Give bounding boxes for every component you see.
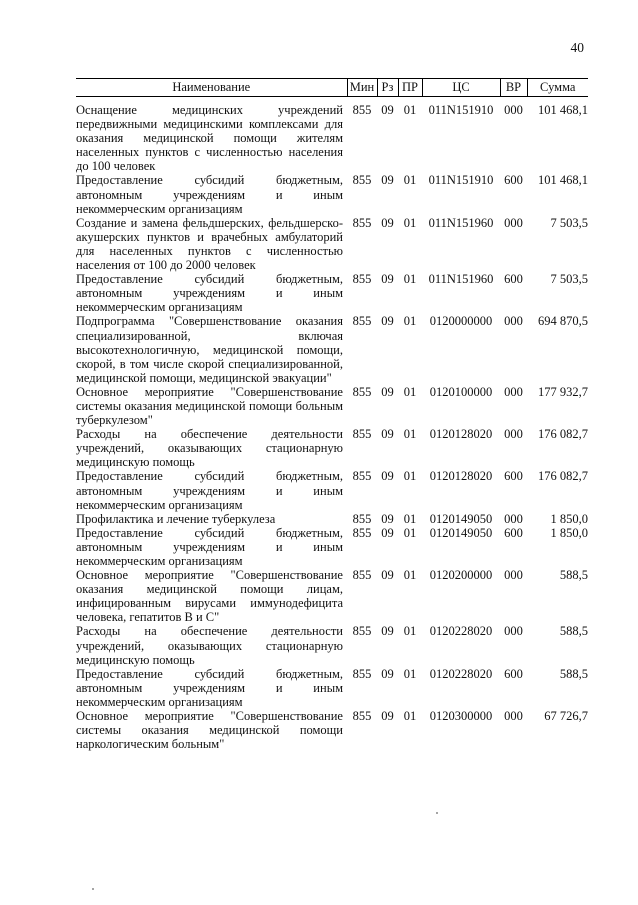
cell-min: 855	[352, 272, 372, 287]
cell-name: Предоставление субсидий бюджетным, автономным учреждениям и иным некоммерческим организациям	[76, 525, 343, 568]
cell-vr: 000	[504, 511, 523, 526]
cell-name: Основное мероприятие "Совершенствование оказания медицинской помощи лицам, инфицированным вирусами иммунодефицита человека, гепатитов В и С"	[76, 568, 343, 625]
table-row	[76, 272, 588, 314]
budget-table	[76, 78, 588, 751]
cell-cs: 0120128020	[429, 427, 493, 442]
cell-name: Основное мероприятие "Совершенствование системы оказания медицинской помощи наркологическим больным"	[76, 709, 343, 752]
header-rz: Рз	[377, 79, 398, 97]
cell-rz: 09	[381, 173, 394, 188]
cell-sum: 177 932,7	[538, 384, 588, 399]
cell-vr: 600	[504, 173, 523, 188]
cell-min: 855	[352, 314, 372, 329]
cell-vr: 000	[504, 314, 523, 329]
table-row	[76, 173, 588, 215]
cell-cs: 0120200000	[429, 568, 493, 583]
cell-sum: 588,5	[559, 666, 588, 681]
cell-pr: 01	[403, 525, 417, 540]
cell-cs: 011N151960	[428, 272, 494, 287]
cell-name: Профилактика и лечение туберкулеза	[76, 511, 276, 526]
scan-speck	[92, 888, 94, 890]
cell-min: 855	[352, 469, 372, 484]
cell-min: 855	[352, 427, 372, 442]
cell-sum: 176 082,7	[538, 469, 588, 484]
cell-vr: 000	[504, 103, 523, 117]
cell-name: Основное мероприятие "Совершенствование системы оказания медицинской помощи больным туберкулезом"	[76, 384, 343, 428]
cell-rz: 09	[381, 272, 394, 287]
cell-cs: 011N151910	[428, 173, 494, 188]
cell-vr: 000	[504, 568, 523, 583]
cell-pr: 01	[403, 384, 417, 399]
cell-rz: 09	[381, 215, 394, 230]
table-row	[76, 624, 588, 666]
table-row	[76, 568, 588, 624]
cell-cs: 0120228020	[429, 624, 493, 639]
cell-pr: 01	[403, 709, 417, 724]
cell-rz: 09	[381, 427, 394, 442]
cell-rz: 09	[381, 709, 394, 724]
table-row	[76, 216, 588, 272]
cell-sum: 7 503,5	[550, 215, 588, 230]
cell-rz: 09	[381, 525, 394, 540]
cell-cs: 011N151910	[428, 103, 494, 117]
cell-name: Подпрограмма "Совершенствование оказания специализированной, включая высокотехнологичную, медицинской помощи, скорой, в том числе скорой специализированной, медицинской помощи, медицинской эвакуации"	[76, 314, 343, 385]
header-pr: ПР	[398, 79, 422, 97]
cell-pr: 01	[403, 215, 417, 230]
scan-speck	[436, 812, 438, 814]
cell-cs: 0120228020	[429, 666, 493, 681]
cell-min: 855	[352, 103, 372, 117]
cell-pr: 01	[403, 173, 417, 188]
cell-cs: 0120149050	[429, 511, 493, 526]
cell-rz: 09	[381, 103, 394, 117]
cell-sum: 176 082,7	[538, 427, 588, 442]
cell-name: Создание и замена фельдшерских, фельдшерско-акушерских пунктов и врачебных амбулаторий для населенных пунктов с численностью населения от 100 до 2000 человек	[76, 215, 343, 273]
table-row	[76, 469, 588, 511]
cell-vr: 600	[504, 469, 523, 484]
cell-rz: 09	[381, 624, 394, 639]
cell-cs: 0120000000	[429, 314, 493, 329]
table-row	[76, 385, 588, 427]
cell-pr: 01	[403, 427, 417, 442]
cell-name: Предоставление субсидий бюджетным, автономным учреждениям и иным некоммерческим организациям	[76, 469, 343, 512]
cell-cs: 0120100000	[429, 384, 493, 399]
header-cs: ЦС	[422, 79, 500, 97]
header-min: Мин	[347, 79, 377, 97]
cell-pr: 01	[403, 469, 417, 484]
header-name: Наименование	[76, 79, 347, 97]
cell-pr: 01	[403, 624, 417, 639]
cell-name: Оснащение медицинских учреждений передвижными медицинскими комплексами для оказания медицинской помощи жителям населенных пунктов с численностью населения до 100 человек	[76, 103, 343, 174]
cell-pr: 01	[403, 103, 417, 117]
table-row	[76, 709, 588, 751]
table-row	[76, 314, 588, 384]
cell-min: 855	[352, 511, 372, 526]
table-row	[76, 427, 588, 469]
header-vr: ВР	[500, 79, 527, 97]
cell-name: Предоставление субсидий бюджетным, автономным учреждениям и иным некоммерческим организациям	[76, 272, 343, 315]
header-sum: Сумма	[527, 79, 588, 97]
cell-sum: 101 468,1	[538, 173, 588, 188]
cell-cs: 0120300000	[429, 709, 493, 724]
cell-vr: 000	[504, 709, 523, 724]
cell-vr: 000	[504, 215, 523, 230]
cell-rz: 09	[381, 314, 394, 329]
cell-pr: 01	[403, 511, 417, 526]
cell-vr: 000	[504, 624, 523, 639]
cell-sum: 588,5	[559, 624, 588, 639]
cell-pr: 01	[403, 568, 417, 583]
cell-vr: 600	[504, 525, 523, 540]
cell-min: 855	[352, 709, 372, 724]
cell-vr: 000	[504, 427, 523, 442]
cell-min: 855	[352, 525, 372, 540]
cell-name: Расходы на обеспечение деятельности учреждений, оказывающих стационарную медицинскую помощь	[76, 624, 343, 667]
cell-cs: 0120128020	[429, 469, 493, 484]
cell-rz: 09	[381, 568, 394, 583]
cell-rz: 09	[381, 384, 394, 399]
cell-rz: 09	[381, 469, 394, 484]
page-number: 40	[570, 40, 584, 55]
cell-vr: 000	[504, 384, 523, 399]
cell-name: Предоставление субсидий бюджетным, автономным учреждениям и иным некоммерческим организациям	[76, 173, 343, 216]
cell-sum: 67 726,7	[544, 709, 588, 724]
cell-name: Расходы на обеспечение деятельности учреждений, оказывающих стационарную медицинскую помощь	[76, 427, 343, 470]
cell-sum: 588,5	[559, 568, 588, 583]
cell-cs: 011N151960	[428, 215, 494, 230]
cell-name: Предоставление субсидий бюджетным, автономным учреждениям и иным некоммерческим организациям	[76, 666, 343, 709]
cell-min: 855	[352, 666, 372, 681]
cell-sum: 1 850,0	[550, 525, 588, 540]
cell-min: 855	[352, 568, 372, 583]
cell-sum: 1 850,0	[550, 511, 588, 526]
cell-vr: 600	[504, 272, 523, 287]
cell-sum: 694 870,5	[538, 314, 588, 329]
cell-sum: 101 468,1	[538, 103, 588, 117]
cell-sum: 7 503,5	[550, 272, 588, 287]
cell-min: 855	[352, 215, 372, 230]
table-row	[76, 97, 588, 174]
cell-min: 855	[352, 384, 372, 399]
cell-pr: 01	[403, 272, 417, 287]
cell-rz: 09	[381, 511, 394, 526]
cell-rz: 09	[381, 666, 394, 681]
table-row	[76, 667, 588, 709]
cell-min: 855	[352, 624, 372, 639]
cell-min: 855	[352, 173, 372, 188]
table-header-row	[76, 79, 588, 97]
cell-cs: 0120149050	[429, 525, 493, 540]
cell-vr: 600	[504, 666, 523, 681]
cell-pr: 01	[403, 314, 417, 329]
table-row	[76, 512, 588, 526]
table-row	[76, 526, 588, 568]
cell-pr: 01	[403, 666, 417, 681]
